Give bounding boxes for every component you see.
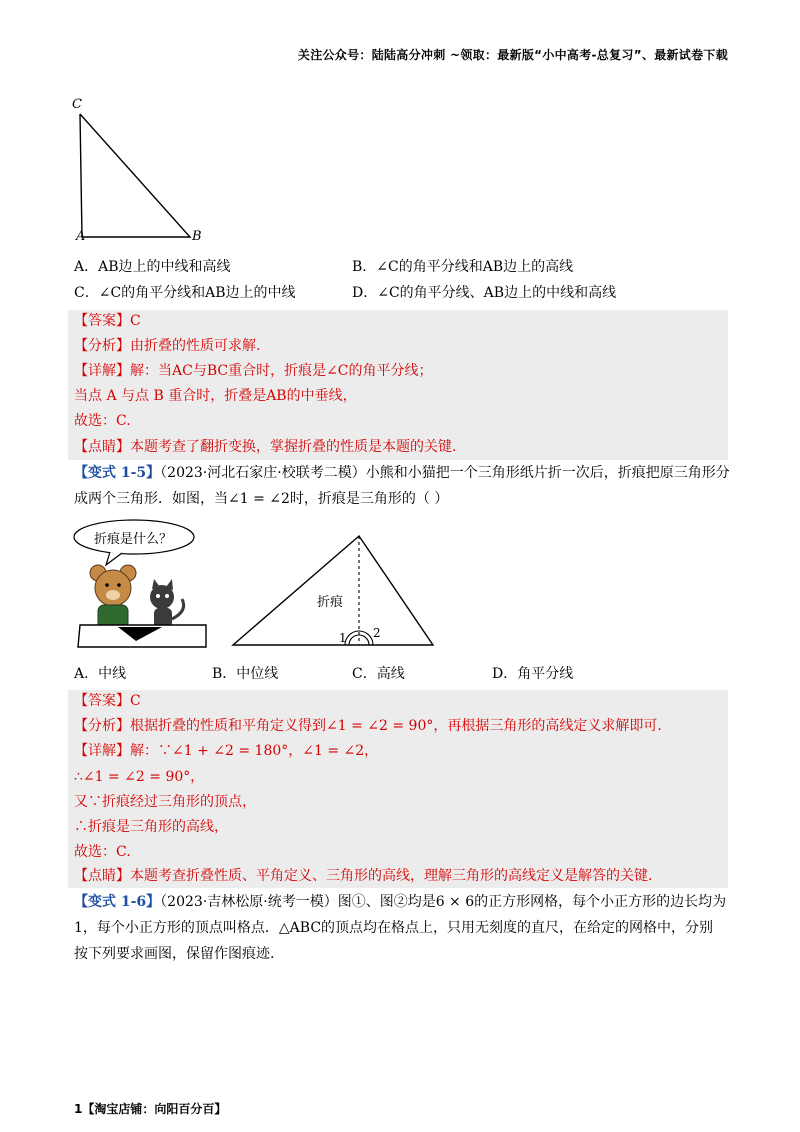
q2-text: （2023·河北石家庄·校联考二模）小熊和小猫把一个三角形纸片折一次后，折痕把原三角形分 [160,465,730,481]
angle-label-2: 2 [373,626,381,640]
bear-eye [117,583,121,587]
vertex-label-b: B [192,229,202,244]
q2-question-line2: 成两个三角形．如图，当∠1 = ∠2时，折痕是三角形的（ ） [74,491,449,507]
page-header: 关注公众号：陆陆高分冲刺 ~领取：最新版“小中高考-总复习”、最新试卷下载 [297,48,728,62]
q2-detail-line: 又∵折痕经过三角形的顶点， [74,794,256,810]
q2-detail-line: 故选：C. [74,844,131,860]
bear-muzzle [106,590,120,600]
q1-detail-line: 【详解】解：当AC与BC重合时，折痕是∠C的角平分线； [74,363,433,379]
q2-tag: 【变式 1-5】 [74,465,161,481]
cat-eye [156,594,160,598]
bear-eye [105,583,109,587]
page-footer: 1【淘宝店铺：向阳百分百】 [74,1102,227,1116]
bear-cat-illustration [70,515,220,655]
q1-option-b: B．∠C的角平分线和AB边上的高线 [352,259,574,275]
q1-detail-line: 当点 A 与点 B 重合时，折叠是AB的中垂线， [74,388,357,404]
q3-text: （2023·吉林松原·统考一模）图①、图②均是6 × 6的正方形网格，每个小正方形的边长均为 [160,894,727,910]
cat-eye [165,594,169,598]
cat-tail [172,599,184,619]
vertex-label-c: C [72,97,82,112]
q1-option-d: D．∠C的角平分线、AB边上的中线和高线 [352,285,617,301]
speech-bubble-tail [106,552,122,565]
q2-analysis: 【分析】根据折叠的性质和平角定义得到∠1 = ∠2 = 90°，再根据三角形的高线定义求解即可. [74,718,662,734]
q2-option-a: A．中线 [74,666,127,682]
q2-answer: 【答案】C [74,693,141,709]
fold-triangle-shape [233,536,433,645]
q3-question-line1 [74,892,726,912]
triangle-abc-figure [70,92,210,252]
bear-head [95,570,131,606]
q1-option-c: C．∠C的角平分线和AB边上的中线 [74,285,296,301]
q1-answer: 【答案】C [74,313,141,329]
q2-comment: 【点睛】本题考查折叠性质、平角定义、三角形的高线，理解三角形的高线定义是解答的关键. [74,868,653,884]
q1-comment: 【点睛】本题考查了翻折变换，掌握折叠的性质是本题的关键. [74,439,457,455]
vertex-label-a: A [76,229,86,244]
q1-option-a: A．AB边上的中线和高线 [74,259,231,275]
q2-detail-line: ∴折痕是三角形的高线， [74,819,228,835]
angle-label-1: 1 [339,631,347,645]
q2-option-b: B．中位线 [212,666,279,682]
fold-triangle-figure [225,530,440,650]
q3-question-line2: 1，每个小正方形的顶点叫格点．△ABC的顶点均在格点上，只用无刻度的直尺，在给定的网格中，分别 [74,920,714,936]
q3-question-line3: 按下列要求画图，保留作图痕迹. [74,946,275,962]
q2-option-c: C．高线 [352,666,405,682]
q3-tag: 【变式 1-6】 [74,894,161,910]
triangle-abc-shape [80,114,190,237]
q2-detail-line: 【详解】解：∵∠1 + ∠2 = 180°，∠1 = ∠2， [74,743,379,759]
speech-bubble-text: 折痕是什么？ [94,532,173,547]
fold-label: 折痕 [317,595,344,610]
q2-option-d: D．角平分线 [492,666,574,682]
q2-detail-line: ∴∠1 = ∠2 = 90°， [74,769,205,785]
q2-question-line1 [74,463,730,483]
q1-detail-line: 故选：C. [74,413,131,429]
q1-analysis: 【分析】由折叠的性质可求解. [74,338,261,354]
